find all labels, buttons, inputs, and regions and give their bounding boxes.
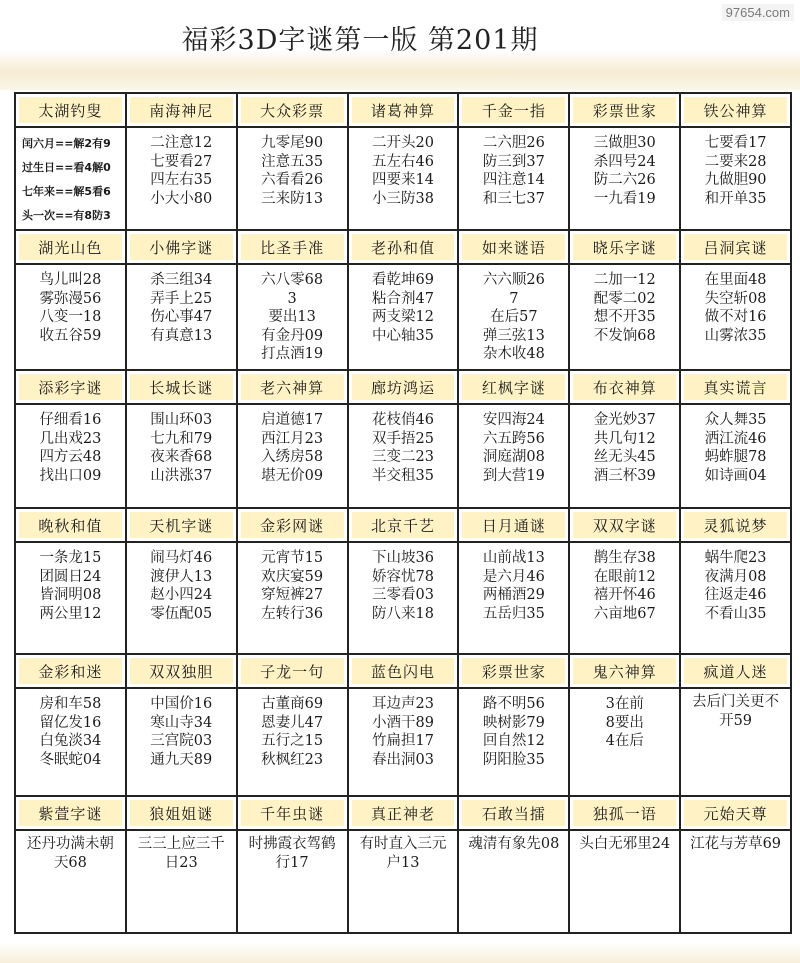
riddle-line: 防三到37 <box>482 153 545 170</box>
riddle-line: 看乾坤69 <box>372 272 434 288</box>
column-header: 南海神尼 <box>127 94 238 128</box>
riddle-line: 一条龙15 <box>39 550 102 566</box>
column-header: 红枫字谜 <box>459 371 570 405</box>
riddle-cell <box>16 543 127 655</box>
riddle-line: 四方云48 <box>39 449 102 465</box>
riddle-line: 闰六月==解2有9 <box>22 137 111 150</box>
column-header: 布衣神算 <box>570 371 681 405</box>
riddle-line: 三做胆30 <box>593 135 656 151</box>
riddle-cell <box>459 543 570 655</box>
riddle-line: 丝无头45 <box>593 449 656 465</box>
riddle-line: 三宫院03 <box>150 733 213 749</box>
column-header: 长城长谜 <box>127 371 238 405</box>
riddle-line: 山雾浓35 <box>704 327 767 344</box>
riddle-cell <box>238 543 349 655</box>
riddle-line: 双手捂25 <box>372 430 434 447</box>
riddle-line: 伤心事47 <box>150 309 213 325</box>
riddle-line: 防二六26 <box>593 172 656 188</box>
column-header: 老六神算 <box>238 371 349 405</box>
riddle-line: 五左右46 <box>372 153 434 170</box>
riddle-cell <box>681 128 792 231</box>
riddle-line: 左转行36 <box>261 605 324 622</box>
riddle-line: 六八零68 <box>261 272 324 288</box>
riddle-line: 四要来14 <box>372 172 434 188</box>
riddle-line: 二要来28 <box>704 153 767 170</box>
riddle-cell <box>16 689 127 797</box>
riddle-line: 寒山寺34 <box>150 714 213 731</box>
riddle-line: 头一次==有8防3 <box>22 209 111 222</box>
riddle-cell <box>238 128 349 231</box>
riddle-cell <box>349 265 460 371</box>
riddle-cell <box>570 128 681 231</box>
riddle-line: 九做胆90 <box>704 172 767 188</box>
column-header: 小佛字谜 <box>127 231 238 265</box>
riddle-line: 杀四号24 <box>593 153 656 170</box>
riddle-cell <box>127 543 238 655</box>
riddle-line: 皆洞明08 <box>39 587 102 603</box>
riddle-line: 零伍配05 <box>150 605 213 622</box>
riddle-line: 花枝俏46 <box>372 412 434 428</box>
riddle-line: 鹊生存38 <box>593 550 656 566</box>
column-header: 如来谜语 <box>459 231 570 265</box>
riddle-line: 七九和79 <box>150 430 213 447</box>
riddle-line: 蜗牛爬23 <box>704 550 767 566</box>
riddle-line: 八变一18 <box>39 309 102 325</box>
riddle-line: 7 <box>509 290 519 307</box>
riddle-line: 启道德17 <box>261 412 324 428</box>
riddle-line: 二开头20 <box>372 135 434 151</box>
riddle-line: 到大营19 <box>482 467 545 484</box>
riddle-line: 小大小80 <box>150 190 213 207</box>
riddle-line: 六看看26 <box>261 172 324 188</box>
riddle-line: 古董商69 <box>261 696 324 712</box>
riddle-cell <box>127 128 238 231</box>
riddle-cell <box>349 405 460 509</box>
riddle-line: 想不开35 <box>593 309 656 325</box>
riddle-cell <box>570 405 681 509</box>
riddle-line: 和三七37 <box>482 190 545 207</box>
riddle-line: 4在后 <box>605 733 644 749</box>
riddle-cell <box>16 128 127 231</box>
column-header: 太湖钓叟 <box>16 94 127 128</box>
column-header: 鬼六神算 <box>570 655 681 689</box>
riddle-line: 闹马灯46 <box>150 550 213 566</box>
riddle-line: 中心轴35 <box>372 327 434 344</box>
riddle-line: 不看山35 <box>704 605 767 622</box>
riddle-cell <box>570 265 681 371</box>
column-header: 天机字谜 <box>127 509 238 543</box>
riddle-line: 几出戏23 <box>39 430 102 447</box>
riddle-line: 往返走46 <box>704 587 767 603</box>
column-header: 狼姐姐谜 <box>127 797 238 831</box>
riddle-line: 头白无邪里24 <box>579 836 671 852</box>
riddle-line: 四注意14 <box>482 172 545 188</box>
riddle-line: 两支梁12 <box>372 309 434 325</box>
riddle-line: 渡伊人13 <box>150 568 213 585</box>
riddle-cell <box>16 831 127 934</box>
riddle-line: 映树影79 <box>482 714 545 731</box>
riddle-line: 仔细看16 <box>39 412 102 428</box>
riddle-line: 堪无价09 <box>261 467 324 484</box>
riddle-line: 房和车58 <box>39 696 102 712</box>
riddle-line: 粘合剂47 <box>372 290 434 307</box>
column-header: 真正神老 <box>349 797 460 831</box>
riddle-line: 赵小四24 <box>150 587 213 603</box>
riddle-line: 如诗画04 <box>704 467 767 484</box>
column-header: 廊坊鸿运 <box>349 371 460 405</box>
riddle-line: 娇容忧78 <box>372 568 434 585</box>
riddle-cell <box>127 265 238 371</box>
riddle-line: 江花与芳草69 <box>690 836 782 852</box>
riddle-cell <box>570 831 681 934</box>
riddle-cell <box>16 405 127 509</box>
riddle-line: 一九看19 <box>593 190 656 207</box>
riddle-table <box>14 92 792 934</box>
riddle-line: 团圆日24 <box>39 568 102 585</box>
riddle-line: 六亩地67 <box>593 605 656 622</box>
riddle-cell <box>349 689 460 797</box>
column-header: 独孤一语 <box>570 797 681 831</box>
riddle-cell <box>459 405 570 509</box>
riddle-line: 3 <box>287 290 297 307</box>
riddle-line: 打点酒19 <box>261 346 324 362</box>
column-header: 双双独胆 <box>127 655 238 689</box>
riddle-line: 通九天89 <box>150 751 213 768</box>
column-header: 金彩和迷 <box>16 655 127 689</box>
column-header: 千年虫谜 <box>238 797 349 831</box>
riddle-cell <box>681 405 792 509</box>
riddle-line: 三零看03 <box>372 587 434 603</box>
column-header: 晚秋和值 <box>16 509 127 543</box>
riddle-line: 雾弥漫56 <box>39 290 102 307</box>
column-header: 大众彩票 <box>238 94 349 128</box>
riddle-line: 恩妻儿47 <box>261 714 324 731</box>
riddle-line: 魂清有象先08 <box>468 836 560 852</box>
riddle-cell <box>16 265 127 371</box>
riddle-line: 春出洞03 <box>372 751 434 768</box>
riddle-line: 时拂霞衣驾鹤行17 <box>248 836 336 871</box>
column-header: 老孙和值 <box>349 231 460 265</box>
riddle-line: 白兔淡34 <box>39 733 102 749</box>
riddle-cell <box>127 831 238 934</box>
column-header: 日月通谜 <box>459 509 570 543</box>
riddle-line: 有时直入三元户13 <box>359 836 447 871</box>
riddle-cell <box>681 543 792 655</box>
riddle-line: 三来防13 <box>261 190 324 207</box>
riddle-line: 冬眠蛇04 <box>39 751 102 768</box>
column-header: 铁公神算 <box>681 94 792 128</box>
footer-band <box>0 943 800 963</box>
riddle-cell <box>681 689 792 797</box>
riddle-line: 五岳归35 <box>482 605 545 622</box>
column-header: 双双字谜 <box>570 509 681 543</box>
riddle-line: 蚂蚱腿78 <box>704 449 767 465</box>
riddle-cell <box>459 265 570 371</box>
column-header: 元始天尊 <box>681 797 792 831</box>
riddle-line: 在里面48 <box>704 272 767 288</box>
riddle-line: 留亿发16 <box>39 714 102 731</box>
riddle-line: 和开单35 <box>704 190 767 207</box>
riddle-line: 在后57 <box>490 309 538 325</box>
riddle-cell <box>459 831 570 934</box>
riddle-cell <box>459 128 570 231</box>
riddle-cell <box>349 543 460 655</box>
riddle-line: 是六月46 <box>482 568 545 585</box>
column-header: 疯道人迷 <box>681 655 792 689</box>
riddle-line: 做不对16 <box>704 309 767 325</box>
riddle-cell <box>238 265 349 371</box>
riddle-line: 六五跨56 <box>482 430 545 447</box>
riddle-line: 小酒干89 <box>372 714 434 731</box>
riddle-line: 二加一12 <box>593 272 656 288</box>
riddle-line: 8要出 <box>605 714 644 731</box>
riddle-line: 洞庭湖08 <box>482 449 545 465</box>
riddle-line: 山前战13 <box>482 550 545 566</box>
riddle-line: 注意五35 <box>261 153 324 170</box>
riddle-line: 共几句12 <box>593 430 656 447</box>
riddle-line: 耳边声23 <box>372 696 434 712</box>
riddle-line: 七要看27 <box>150 153 213 170</box>
riddle-line: 禧开怀46 <box>593 587 656 603</box>
site-watermark: 97654.com <box>722 4 794 21</box>
riddle-line: 找出口09 <box>39 467 102 484</box>
column-header: 湖光山色 <box>16 231 127 265</box>
riddle-line: 安四海24 <box>482 412 545 428</box>
column-header: 金彩网谜 <box>238 509 349 543</box>
riddle-line: 阴阳脸35 <box>482 751 545 768</box>
riddle-line: 七年来==解5看6 <box>22 185 111 198</box>
riddle-line: 两桶酒29 <box>482 587 545 603</box>
riddle-line: 有真意13 <box>150 327 213 344</box>
column-header: 吕洞宾谜 <box>681 231 792 265</box>
riddle-cell <box>238 689 349 797</box>
riddle-cell <box>238 831 349 934</box>
riddle-line: 还丹功满未朝天68 <box>26 836 114 871</box>
column-header: 石敢当擂 <box>459 797 570 831</box>
riddle-line: 有金丹09 <box>261 327 324 344</box>
riddle-line: 三三上应三千日23 <box>137 836 225 871</box>
riddle-line: 失空斩08 <box>704 290 767 307</box>
riddle-cell <box>127 405 238 509</box>
riddle-line: 两公里12 <box>39 605 102 622</box>
riddle-line: 洒江流46 <box>704 430 767 447</box>
riddle-line: 金光妙37 <box>593 412 656 428</box>
riddle-line: 山洪涨37 <box>150 467 213 484</box>
column-header: 千金一指 <box>459 94 570 128</box>
riddle-cell <box>349 831 460 934</box>
riddle-line: 杂木收48 <box>482 346 545 362</box>
column-header: 晓乐字谜 <box>570 231 681 265</box>
riddle-line: 六六顺26 <box>482 272 545 288</box>
riddle-line: 3在前 <box>605 696 644 712</box>
column-header: 真实谎言 <box>681 371 792 405</box>
column-header: 添彩字谜 <box>16 371 127 405</box>
riddle-line: 要出13 <box>268 309 316 325</box>
riddle-line: 小三防38 <box>372 190 434 207</box>
riddle-cell <box>459 689 570 797</box>
column-header: 彩票世家 <box>570 94 681 128</box>
riddle-line: 入绣房58 <box>261 449 324 465</box>
riddle-line: 秋枫红23 <box>261 751 324 768</box>
riddle-line: 七要看17 <box>704 135 767 151</box>
riddle-line: 弹三弦13 <box>482 327 545 344</box>
riddle-line: 收五谷59 <box>39 327 102 344</box>
riddle-line: 过生日==看4解0 <box>22 161 111 174</box>
riddle-line: 去后门关更不开59 <box>692 694 780 729</box>
riddle-cell <box>570 543 681 655</box>
riddle-line: 元宵节15 <box>261 550 324 566</box>
riddle-line: 防八来18 <box>372 605 434 622</box>
column-header: 北京千艺 <box>349 509 460 543</box>
riddle-line: 五行之15 <box>261 733 324 749</box>
riddle-line: 穿短裤27 <box>261 587 324 603</box>
column-header: 紫萱字谜 <box>16 797 127 831</box>
riddle-line: 九零尾90 <box>261 135 324 151</box>
column-header: 灵狐说梦 <box>681 509 792 543</box>
column-header: 诸葛神算 <box>349 94 460 128</box>
riddle-line: 围山环03 <box>150 412 213 428</box>
riddle-line: 回自然12 <box>482 733 545 749</box>
riddle-cell <box>681 265 792 371</box>
riddle-line: 欢庆宴59 <box>261 568 324 585</box>
riddle-line: 在眼前12 <box>593 568 656 585</box>
page-title: 福彩3D字谜第一版 第201期 <box>181 25 539 56</box>
riddle-line: 下山坡36 <box>372 550 434 566</box>
riddle-line: 不发饷68 <box>593 327 656 344</box>
riddle-line: 二注意12 <box>150 135 213 151</box>
riddle-cell <box>238 405 349 509</box>
riddle-cell <box>127 689 238 797</box>
riddle-line: 三变二23 <box>372 449 434 465</box>
riddle-line: 鸟儿叫28 <box>39 272 102 288</box>
column-header: 比圣手准 <box>238 231 349 265</box>
riddle-line: 弄手上25 <box>150 290 213 307</box>
column-header: 蓝色闪电 <box>349 655 460 689</box>
riddle-line: 中国价16 <box>150 696 213 712</box>
riddle-line: 路不明56 <box>482 696 545 712</box>
riddle-line: 酒三杯39 <box>593 467 656 484</box>
riddle-line: 夜满月08 <box>704 568 767 585</box>
riddle-line: 杀三组34 <box>150 272 213 288</box>
riddle-cell <box>570 689 681 797</box>
riddle-cell <box>681 831 792 934</box>
riddle-cell <box>349 128 460 231</box>
riddle-line: 夜来香68 <box>150 449 213 465</box>
column-header: 子龙一句 <box>238 655 349 689</box>
riddle-line: 西江月23 <box>261 430 324 447</box>
riddle-line: 众人舞35 <box>704 412 767 428</box>
riddle-line: 半交租35 <box>372 467 434 484</box>
riddle-line: 四左右35 <box>150 172 213 188</box>
riddle-line: 竹扁担17 <box>372 733 434 749</box>
riddle-line: 二六胆26 <box>482 135 545 151</box>
riddle-line: 配零二02 <box>593 290 656 307</box>
column-header: 彩票世家 <box>459 655 570 689</box>
